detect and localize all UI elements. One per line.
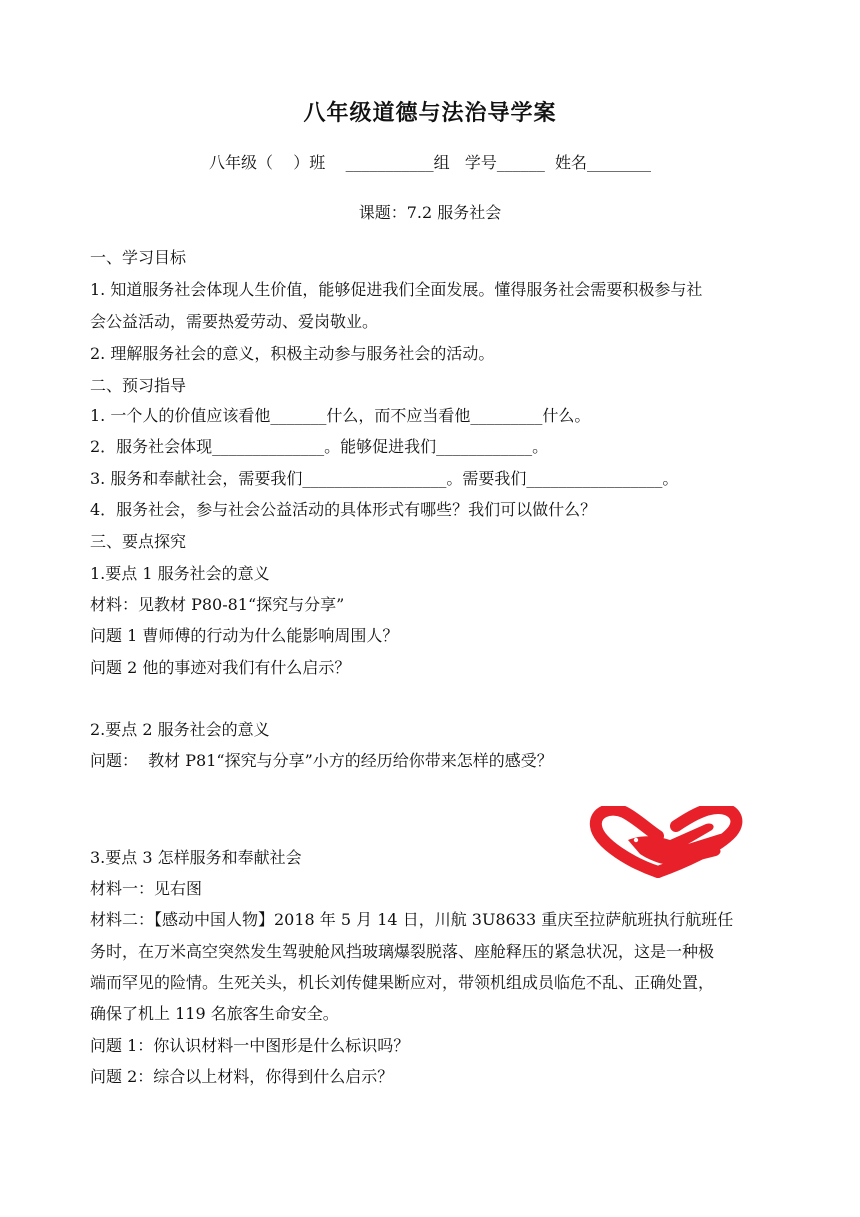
student-info-line: 八年级（ ）班 ___________组 学号______ 姓名________ <box>208 153 652 172</box>
point-3-material-2-line-4: 确保了机上 119 名旅客生命安全。 <box>90 1004 339 1023</box>
explore-heading: 三、要点探究 <box>90 532 187 551</box>
point-3-material-1: 材料一：见右图 <box>90 879 203 898</box>
point-3-material-2-line-3: 端而罕见的险情。生死关头，机长刘传健果断应对，带领机组成员临危不乱、正确处置， <box>90 973 715 992</box>
point-1-heading: 1.要点 1 服务社会的意义 <box>90 564 270 583</box>
preview-item-4: 4．服务社会，参与社会公益活动的具体形式有哪些？我们可以做什么？ <box>90 500 597 519</box>
point-3-question-1: 问题 1：你认识材料一中图形是什么标识吗？ <box>90 1036 410 1055</box>
goals-heading: 一、学习目标 <box>90 248 187 267</box>
point-3-question-2: 问题 2：综合以上材料，你得到什么启示？ <box>90 1067 394 1086</box>
preview-item-1: 1. 一个人的价值应该看他_______什么，而不应当看他_________什么。 <box>90 406 591 425</box>
goal-1-line-1: 1. 知道服务社会体现人生价值，能够促进我们全面发展。懂得服务社会需要积极参与社 <box>90 280 703 299</box>
goal-2: 2. 理解服务社会的意义，积极主动参与服务社会的活动。 <box>90 344 495 363</box>
preview-item-3: 3. 服务和奉献社会，需要我们__________________。需要我们_________________。 <box>90 469 679 488</box>
volunteer-heart-hand-logo <box>588 806 744 880</box>
point-1-question-1: 问题 1 曹师傅的行动为什么能影响周围人？ <box>90 626 399 645</box>
point-1-material: 材料：见教材 P80-81“探究与分享” <box>90 595 345 614</box>
page-title: 八年级道德与法治导学案 <box>303 101 557 126</box>
point-1-question-2: 问题 2 他的事迹对我们有什么启示？ <box>90 658 351 677</box>
point-2-heading: 2.要点 2 服务社会的意义 <box>90 720 270 739</box>
lesson-topic: 课题：7.2 服务社会 <box>358 203 502 222</box>
preview-item-2: 2．服务社会体现______________。能够促进我们____________。 <box>90 437 549 456</box>
point-2-question: 问题： 教材 P81“探究与分享”小方的经历给你带来怎样的感受？ <box>90 751 553 770</box>
point-3-material-2-line-2: 务时，在万米高空突然发生驾驶舱风挡玻璃爆裂脱落、座舱释压的紧急状况，这是一种极 <box>90 942 715 961</box>
goal-1-line-2: 会公益活动，需要热爱劳动、爱岗敬业。 <box>90 312 379 331</box>
point-3-material-2-line-1: 材料二：【感动中国人物】2018 年 5 月 14 日，川航 3U8633 重庆至拉萨航班执行航班任 <box>90 910 734 929</box>
point-3-heading: 3.要点 3 怎样服务和奉献社会 <box>90 848 302 867</box>
preview-heading: 二、预习指导 <box>90 376 187 395</box>
